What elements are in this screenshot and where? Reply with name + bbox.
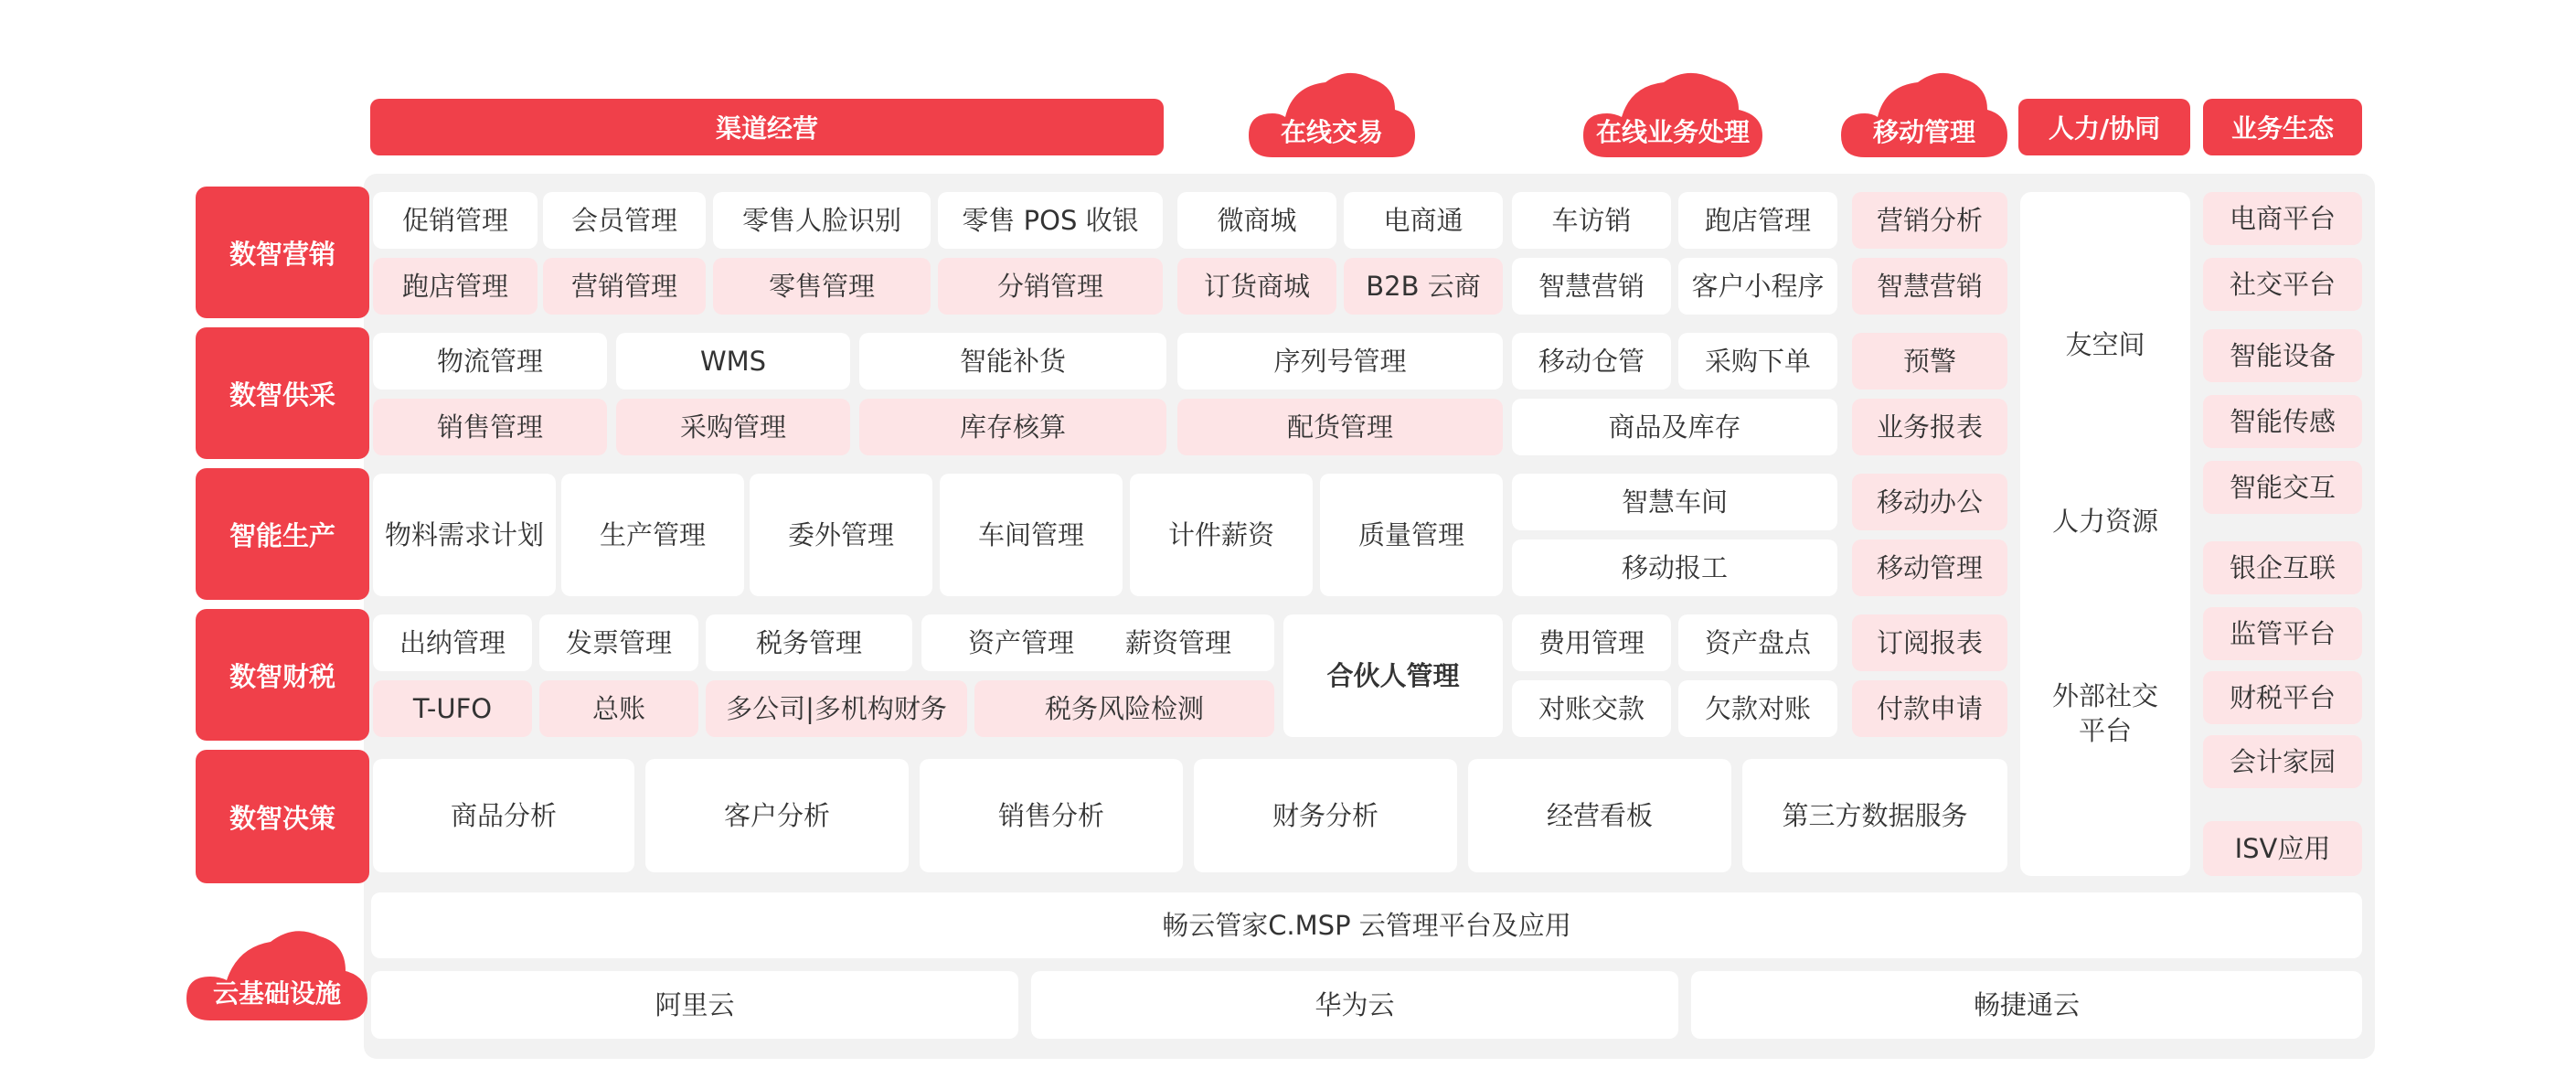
cell-retail-mgmt: 零售管理 [713,258,931,315]
cell-quality: 质量管理 [1320,474,1503,596]
cell-member: 会员管理 [543,192,706,249]
cell-b2b: B2B 云商 [1344,258,1503,315]
row-label-finance: 数智财税 [196,609,369,741]
cell-partner: 合伙人管理 [1283,614,1503,737]
ecosystem-header: 业务生态 [2203,99,2362,155]
cell-workshop: 车间管理 [940,474,1123,596]
cell-inventory-accounting: 库存核算 [859,399,1166,455]
eco-social: 社交平台 [2203,258,2362,311]
cell-reconcile-payment: 对账交款 [1512,680,1671,737]
hr-youkongjian: 友空间 [2065,329,2145,361]
cell-allocation: 配货管理 [1177,399,1503,455]
cell-smart-marketing-2: 智慧营销 [1852,258,2007,315]
cmsp-platform: 畅云管家C.MSP 云管理平台及应用 [371,892,2362,958]
cell-goods-analysis: 商品分析 [373,759,634,872]
cell-multi-company: 多公司|多机构财务 [706,680,967,737]
cloud-online-trade [1245,62,1419,161]
online-business-label: 在线业务处理 [1595,116,1750,147]
cell-cashier: 出纳管理 [373,614,532,671]
eco-isv: ISV应用 [2203,821,2362,876]
channel-header: 渠道经营 [370,99,1164,155]
infrastructure-label: 云基础设施 [212,977,341,1009]
row-label-supply: 数智供采 [196,327,369,459]
eco-bank-link: 银企互联 [2203,541,2362,594]
cell-sales-analysis: 销售分析 [920,759,1183,872]
cell-marketing-mgmt: 营销管理 [543,258,706,315]
eco-accountant-home: 会计家园 [2203,735,2362,788]
online-trade-label: 在线交易 [1280,116,1383,147]
cell-t-ufo: T-UFO [373,680,532,737]
cell-asset-count: 资产盘点 [1678,614,1837,671]
cell-promotion: 促销管理 [373,192,538,249]
cell-micro-mall: 微商城 [1177,192,1336,249]
cell-expense: 费用管理 [1512,614,1671,671]
cell-mini-program: 客户小程序 [1678,258,1837,315]
cell-car-sales: 车访销 [1512,192,1671,249]
cell-mobile-mgmt: 移动管理 [1852,539,2007,596]
row-label-decision: 数智决策 [196,750,369,883]
cell-order-mall: 订货商城 [1177,258,1336,315]
eco-smart-sensor: 智能传感 [2203,395,2362,448]
cloud-online-business [1580,62,1766,161]
cell-third-party-data: 第三方数据服务 [1742,759,2007,872]
cell-store-visit-2: 跑店管理 [1678,192,1837,249]
cell-debt-reconcile: 欠款对账 [1678,680,1837,737]
row-label-production: 智能生产 [196,468,369,600]
row-label-marketing: 数智营销 [196,187,369,318]
cell-purchase-mgmt: 采购管理 [616,399,850,455]
cell-face-recognition: 零售人脸识别 [713,192,931,249]
cell-tax: 税务管理 [706,614,912,671]
cell-finance-analysis: 财务分析 [1194,759,1457,872]
cell-general-ledger: 总账 [539,680,698,737]
cell-sales-mgmt: 销售管理 [373,399,607,455]
cell-pos: 零售 POS 收银 [938,192,1163,249]
cloud-infrastructure [183,920,371,1024]
cell-distribution: 分销管理 [938,258,1163,315]
cell-piece-wage: 计件薪资 [1130,474,1313,596]
eco-smart-interaction: 智能交互 [2203,461,2362,514]
cell-goods-inventory: 商品及库存 [1512,399,1837,455]
hr-social-platform: 外部社交 平台 [2051,680,2158,746]
cell-smart-workshop: 智慧车间 [1512,474,1837,530]
cell-tax-risk: 税务风险检测 [974,680,1274,737]
eco-ecommerce: 电商平台 [2203,192,2362,245]
cell-mobile-report: 移动报工 [1512,539,1837,596]
eco-tax-platform: 财税平台 [2203,671,2362,724]
cell-smart-marketing: 智慧营销 [1512,258,1671,315]
cell-marketing-analysis: 营销分析 [1852,192,2007,249]
cell-wms: WMS [616,333,850,390]
mobile-label: 移动管理 [1872,116,1975,147]
eco-smart-device: 智能设备 [2203,329,2362,382]
cell-store-visit: 跑店管理 [373,258,538,315]
eco-regulatory: 监管平台 [2203,607,2362,660]
cell-production-mgmt: 生产管理 [561,474,744,596]
cell-payment-request: 付款申请 [1852,680,2007,737]
cell-subscription-report: 订阅报表 [1852,614,2007,671]
cell-logistics: 物流管理 [373,333,607,390]
hr-header: 人力/协同 [2018,99,2190,155]
cell-business-report: 业务报表 [1852,399,2007,455]
cell-mobile-warehouse: 移动仓管 [1512,333,1671,390]
cell-serial: 序列号管理 [1177,333,1503,390]
cell-dashboard: 经营看板 [1468,759,1731,872]
cloud-aliyun: 阿里云 [371,971,1018,1039]
cell-mrp: 物料需求计划 [373,474,556,596]
cloud-huawei: 华为云 [1031,971,1678,1039]
cell-salary: 薪资管理 [1082,614,1274,671]
cell-asset: 资产管理 [921,614,1121,671]
cell-ecommerce: 电商通 [1344,192,1503,249]
cloud-mobile [1837,62,2011,161]
cell-outsourcing: 委外管理 [750,474,932,596]
cell-invoice: 发票管理 [539,614,698,671]
cell-purchase-order: 采购下单 [1678,333,1837,390]
cloud-chanjet: 畅捷通云 [1691,971,2362,1039]
cell-alert: 预警 [1852,333,2007,390]
cell-smart-replenish: 智能补货 [859,333,1166,390]
cell-customer-analysis: 客户分析 [645,759,909,872]
hr-human-resources: 人力资源 [2051,506,2158,538]
cell-mobile-office: 移动办公 [1852,474,2007,530]
